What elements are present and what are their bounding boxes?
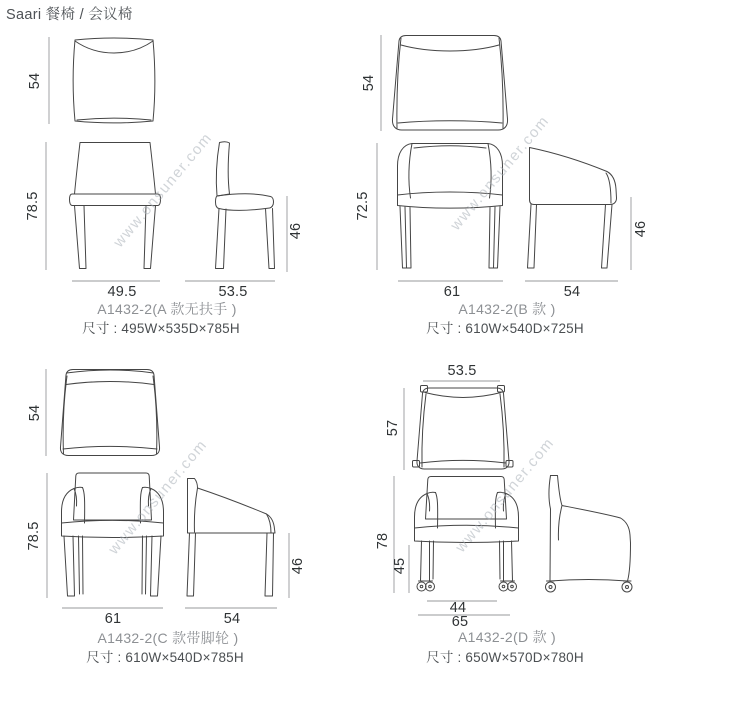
dim-b-side-depth: 54 bbox=[563, 284, 581, 300]
dim-a-front-width: 49.5 bbox=[107, 284, 137, 300]
watermark-c: www.onsuner.com bbox=[105, 436, 211, 558]
caption-c: A1432-2(C 款带脚轮 ) bbox=[97, 630, 239, 646]
dim-lines-a bbox=[46, 37, 287, 281]
chair-b-side-view bbox=[528, 148, 617, 269]
page-title: Saari 餐椅 / 会议椅 bbox=[6, 7, 133, 23]
chair-a-top-view bbox=[73, 38, 155, 123]
dim-c-side-depth: 54 bbox=[223, 611, 241, 627]
chair-d-top-view bbox=[413, 386, 514, 470]
dim-c-front-width: 61 bbox=[104, 611, 122, 627]
dim-b-seat-height: 46 bbox=[633, 220, 649, 238]
caption-d: A1432-2(D 款 ) bbox=[457, 629, 557, 645]
watermark-d: www.onsuner.com bbox=[452, 434, 558, 556]
dim-a-side-depth: 53.5 bbox=[218, 284, 248, 300]
dim-d-height: 78 bbox=[375, 532, 391, 550]
dim-b-top-depth: 54 bbox=[361, 74, 377, 92]
dim-c-seat-height: 46 bbox=[290, 557, 306, 575]
dim-c-top-depth: 54 bbox=[27, 404, 43, 422]
size-b: 尺寸 : 610W×540D×725H bbox=[426, 321, 584, 336]
dim-a-height: 78.5 bbox=[25, 191, 41, 221]
chair-b-front-view bbox=[398, 144, 503, 269]
chair-c-top-view bbox=[60, 370, 159, 456]
dim-d-top-width: 53.5 bbox=[447, 363, 477, 379]
size-a: 尺寸 : 495W×535D×785H bbox=[82, 321, 240, 336]
size-c: 尺寸 : 610W×540D×785H bbox=[86, 650, 244, 665]
chair-c-front-view bbox=[62, 473, 164, 596]
dim-a-top-depth: 54 bbox=[27, 72, 43, 90]
chair-d-side-view bbox=[546, 476, 633, 593]
dim-a-seat-height: 46 bbox=[288, 222, 304, 240]
chair-b-top-view bbox=[392, 36, 507, 131]
caption-a: A1432-2(A 款无扶手 ) bbox=[97, 301, 237, 317]
dim-d-top-depth: 57 bbox=[385, 419, 401, 437]
chair-c-side-view bbox=[187, 479, 275, 597]
dim-d-seat-height: 45 bbox=[392, 557, 408, 575]
dim-d-outer-width: 65 bbox=[451, 614, 469, 630]
watermark-b: www.onsuner.com bbox=[447, 112, 553, 234]
dim-c-height: 78.5 bbox=[26, 521, 42, 551]
dim-b-height: 72.5 bbox=[355, 191, 371, 221]
caption-b: A1432-2(B 款 ) bbox=[458, 301, 556, 317]
size-d: 尺寸 : 650W×570D×780H bbox=[426, 650, 584, 665]
chair-a-side-view bbox=[216, 142, 275, 269]
dim-b-front-width: 61 bbox=[443, 284, 461, 300]
dim-d-inner-width: 44 bbox=[449, 600, 467, 616]
watermark-a: www.onsuner.com bbox=[110, 129, 216, 251]
